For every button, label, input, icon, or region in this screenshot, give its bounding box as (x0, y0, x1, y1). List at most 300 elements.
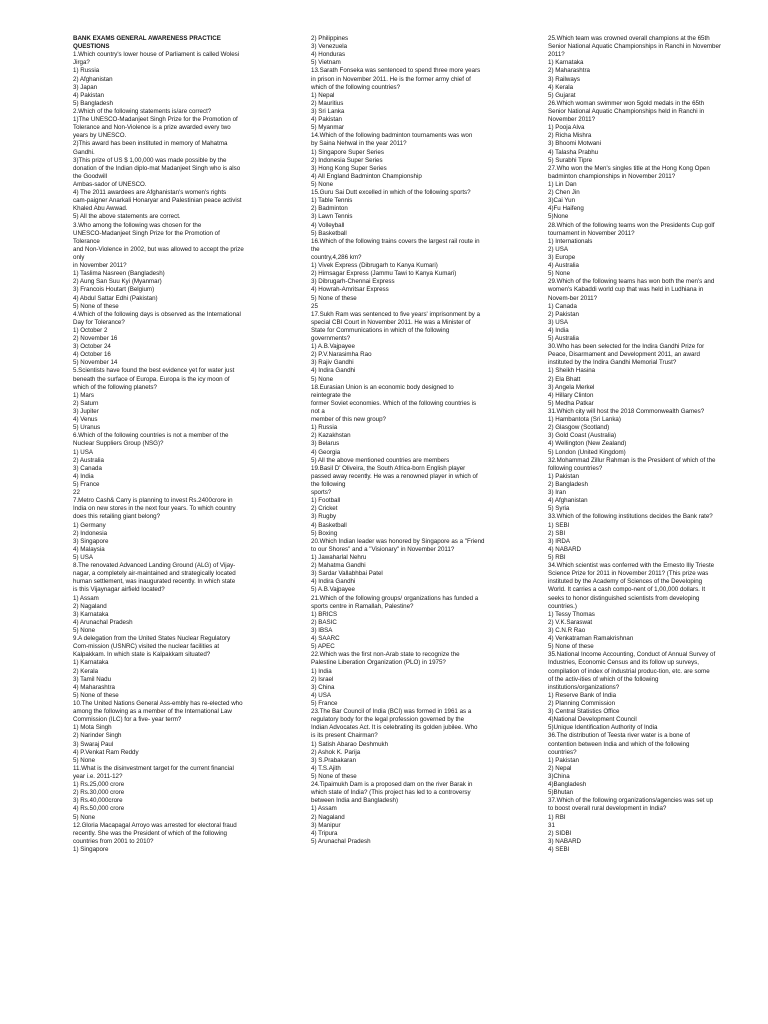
text-line: 3) NABARD (548, 837, 582, 845)
text-line: 5) France (73, 481, 100, 489)
text-line: 5) RBI (548, 554, 566, 561)
text-line: 3) USA (548, 318, 568, 326)
text-line: instituted by the Indira Gandhi Memorial Trust? (548, 359, 677, 367)
text-line: and Non-Violence in 2002, but was allowed to accept the prize (73, 245, 244, 253)
text-line: Tolerance and Non-Violence is a prize awarded every two (73, 124, 231, 132)
text-line: 17.Sukh Ram was sentenced to five years' imprisonment by a (311, 310, 481, 318)
text-line: 4) Pakistan (311, 116, 342, 124)
text-line: 2) Nepal (548, 764, 572, 772)
text-line: the following (311, 481, 346, 489)
text-line: 4) Basketball (311, 521, 347, 529)
text-line: cam-paigner Anarkali Honaryar and Palestinian peace activist (73, 197, 242, 205)
text-line: 3) Canada (73, 464, 102, 472)
text-line: 1) Vivek Express (Dibrugarh to Kanya Kumari) (311, 262, 438, 270)
text-line: 1) Taslima Nasreen (Bangladesh) (73, 270, 165, 278)
text-line: to boost overall rural development in India? (548, 805, 667, 813)
text-line: 13.Sarath Fonseka was sentenced to spend three more years (311, 67, 481, 75)
text-line: 2) Israel (311, 675, 334, 683)
text-line: 20.Which Indian leader was honored by Singapore as a "Friend (311, 537, 485, 545)
text-line: 1) Nepal (311, 91, 335, 99)
text-line: member of this new group? (311, 416, 386, 424)
text-line: 3) Sardar Vallabhbai Patel (311, 570, 383, 578)
text-line: 4) P.Venkat Ram Reddy (73, 748, 139, 756)
text-line: 4) Wellington (New Zealand) (548, 440, 627, 448)
text-line: 1) Pooja Alva (548, 124, 585, 132)
text-line: 15.Guru Sai Dutt excelled in which of the following sports? (311, 189, 471, 197)
text-column-2 (311, 35, 539, 846)
text-line: 5) A.B.Vajpayee (311, 586, 355, 594)
text-line: 35.National Income Accounting, Conduct of Annual Survey of (548, 651, 716, 659)
text-line: 2) Australia (73, 456, 104, 464)
text-line: by Saina Nehwal in the year 2011? (311, 140, 407, 148)
text-line: Com-mission (USNRC) visited the nuclear facilities at (73, 643, 220, 651)
text-line: 4) Howrah-Amritsar Express (311, 286, 389, 294)
text-line: 4) Maharashtra (73, 683, 115, 691)
text-line: 2) Glasgow (Scotland) (548, 424, 610, 432)
text-line: 2) November 16 (73, 335, 118, 343)
text-line: 2) Badminton (311, 205, 348, 213)
text-line: 5) Bangladesh (73, 99, 113, 107)
text-line: Kalpakkam. In which state is Kalpakkam situated? (73, 651, 211, 659)
text-line: countries? (548, 748, 577, 756)
text-line: 4) Talasha Prabhu (548, 148, 599, 156)
text-line: 3) S.Prabakaran (311, 756, 357, 764)
text-line: 2011? (548, 51, 565, 59)
text-line: recently. She was the President of which of the following (73, 829, 227, 837)
text-line: 3) Francois Houtart (Belgium) (73, 286, 155, 294)
text-line: does this retailing giant belong? (73, 513, 161, 521)
text-line: 4) All England Badminton Championship (311, 172, 422, 180)
text-line: 2) Cricket (311, 505, 338, 513)
text-line: governments? (311, 335, 351, 343)
text-line: 26.Which woman swimmer won 5gold medals in the 65th (548, 99, 705, 107)
text-line: 5) Uranus (73, 424, 101, 432)
text-line: 5)Unique Identification Authority of India (548, 724, 658, 732)
text-line: country,4,286 km? (311, 253, 362, 261)
text-line: 1) Russia (311, 424, 338, 432)
text-line: 3) IRDA (548, 537, 571, 545)
text-line: 1) Tessy Thomas (548, 610, 595, 618)
text-line: 4) Venus (73, 416, 98, 424)
text-line: 3) Swaraj Paul (73, 740, 114, 748)
text-line: Novem-ber 2011? (548, 294, 598, 302)
text-line: 1) Table Tennis (311, 197, 353, 205)
text-line: 3) Iran (548, 489, 566, 497)
text-line: Palestine Liberation Organization (PLO) in 1975? (311, 659, 446, 667)
text-line: 5) Basketball (311, 229, 347, 237)
text-line: 1) BRICS (311, 610, 338, 618)
text-line: 1) Karnataka (548, 59, 584, 67)
text-line: 4) Hillary Clinton (548, 391, 594, 399)
text-line: 3)Cai Yun (548, 197, 576, 205)
text-line: 10.The United Nations General Ass-embly has re-elected who (73, 699, 243, 707)
text-line: 1) Karnataka (73, 659, 109, 667)
text-line: 3) Angela Merkel (548, 383, 595, 391)
text-line: 1) Lin Dan (548, 180, 577, 188)
text-line: Peace, Disarmament and Development 2011, an award (548, 351, 700, 359)
text-line: year i.e. 2011-12? (73, 772, 123, 780)
text-line: 5) None (73, 626, 96, 634)
text-line: 2) Maharashtra (548, 67, 590, 75)
text-line: 5)None (548, 213, 569, 221)
text-line: 2) Himsagar Express (Jammu Tawi to Kanya Kumari) (311, 270, 457, 278)
text-line: 4) October 16 (73, 351, 111, 359)
text-line: 2) Nagaland (311, 813, 345, 821)
text-line: 4) Abdul Sattar Edhi (Pakistan) (73, 294, 158, 302)
text-line: Jirga? (73, 59, 90, 67)
text-line: 1) A.B.Vajpayee (311, 343, 355, 351)
text-line: 4) T.S.Ajith (311, 764, 341, 772)
text-line: World. It carries a cash compo-nent of 1,00,000 dollars. It (548, 586, 706, 594)
text-line: 2) SBI (548, 529, 566, 537)
text-line: 3) Tamil Nadu (73, 675, 112, 683)
text-line: tournament in November 2011? (548, 229, 635, 237)
text-line: 5) All the above mentioned countries are members (311, 456, 450, 464)
text-line: 3) Manipur (311, 821, 341, 829)
text-line: former Soviet economies. Which of the following countries is (311, 399, 477, 407)
text-line: 2) Bangladesh (548, 481, 588, 489)
text-line: 3.Who among the following was chosen for the (73, 221, 202, 229)
text-line: Senior National Aquatic Championships held in Ranchi in (548, 107, 705, 115)
text-line: 1)The UNESCO-Madanjeet Singh Prize for the Promotion of (73, 116, 238, 124)
text-line: 2) Chen Jin (548, 189, 580, 197)
text-line: 7.Metro Cash& Carry is planning to invest Rs.2400crore in (73, 497, 233, 505)
text-line: beneath the surface of Europa. Europa is the icy moon of (73, 375, 230, 383)
text-line: Day for Tolerance? (73, 318, 125, 326)
text-line: 3) Central Statistics Office (548, 708, 620, 716)
text-line: 1) Assam (73, 594, 99, 602)
text-line: 1) Russia (73, 67, 100, 75)
text-line: 1) Singapore Super Series (311, 148, 384, 156)
text-line: Nuclear Suppliers Group (NSG)? (73, 440, 164, 448)
text-line: 5) Medha Patkar (548, 399, 594, 407)
text-line: 2) Mahatma Gandhi (311, 562, 366, 570)
text-line: 31.Which city will host the 2018 Commonwealth Games? (548, 408, 705, 416)
text-line: years by UNESCO. (73, 132, 127, 140)
text-line: between India and Bangladesh) (311, 797, 399, 805)
text-line: passed away recently. He was a renowned player in which of (311, 472, 478, 480)
text-line: November 2011? (548, 116, 596, 124)
text-line: 5) None (73, 756, 96, 764)
text-line: 4) India (73, 472, 94, 480)
text-line: 2) V.K.Saraswat (548, 618, 593, 626)
text-line: 2) Narinder Singh (73, 732, 122, 740)
text-line: 1) USA (73, 448, 93, 456)
text-line: donation of the Indian diplo-mat Madanjeet Singh who is also (73, 164, 241, 172)
text-line: reintegrate the (311, 391, 351, 399)
text-line: 1) Satish Abarao Deshmukh (311, 740, 389, 748)
text-line: 4) Afghanistan (548, 497, 588, 505)
text-line: 4) Venkatraman Ramakrishnan (548, 635, 634, 643)
text-line: 3) Jupiter (73, 408, 99, 416)
text-column-3 (548, 35, 760, 854)
text-line: Indian Advocates Act. It is celebrating its golden jubilee. Who (311, 724, 478, 732)
text-line: the (311, 245, 320, 253)
text-line: Industries, Economic Census and its follow up surveys, (548, 659, 699, 667)
text-line: 1) Singapore (73, 845, 109, 853)
text-line: 22.Which was the first non-Arab state to recognize the (311, 651, 460, 659)
text-line: 4)Fu Haifeng (548, 205, 584, 213)
text-line: 5) All the above statements are correct. (73, 213, 181, 221)
text-line: 1) India (311, 667, 332, 675)
text-line: countries from 2001 to 2010? (73, 837, 154, 845)
text-line: 1) Mars (73, 391, 94, 399)
text-line: women's Kabaddi world cup that was held in Ludhiana in (548, 286, 704, 294)
text-line: 4) Australia (548, 262, 579, 270)
text-line: 2) Ela Bhatt (548, 375, 581, 383)
text-line: 3)This prize of US $ 1,00,000 was made possible by the (73, 156, 227, 164)
text-line: 2) Indonesia Super Series (311, 156, 383, 164)
text-line: 4) SAARC (311, 635, 340, 643)
text-line: in prison in November 2011. He is the former army chief of (311, 75, 471, 83)
text-line: 3) Sri Lanka (311, 107, 345, 115)
text-line: seeks to honor distinguished scientists from developing (548, 594, 700, 602)
text-line: 5)Bhutan (548, 789, 574, 797)
text-line: among the following as a member of the International Law (73, 708, 232, 716)
text-line: 1) Football (311, 497, 341, 505)
text-line: 2) Afghanistan (73, 75, 113, 83)
text-line: sports centre in Ramallah, Palestine? (311, 602, 414, 610)
text-line: 9.A delegation from the United States Nuclear Regulatory (73, 635, 231, 643)
text-line: 3) Rugby (311, 513, 337, 521)
text-line: of the activ-ities of which of the following (548, 675, 659, 683)
text-line: 5) London (United Kingdom) (548, 448, 626, 456)
text-line: 5) None of these (73, 691, 119, 699)
text-line: 3) Rajiv Gandhi (311, 359, 354, 367)
text-line: 36.The distribution of Teesta river water is a bone of (548, 732, 690, 740)
text-line: UNESCO-Madanjeet Singh Prize for the Promotion of (73, 229, 220, 237)
text-line: 32.Mohammad Zillur Rahman is the President of which of the (548, 456, 716, 464)
text-line: 18.Eurasian Union is an economic body designed to (311, 383, 454, 391)
text-line: 3) Hong Kong Super Series (311, 164, 387, 172)
text-line: 3) Japan (73, 83, 98, 91)
text-line: 6.Which of the following countries is not a member of the (73, 432, 229, 440)
text-line: 3) Europe (548, 253, 576, 261)
text-line: 2) Richa Mishra (548, 132, 592, 140)
text-line: 5) None of these (311, 294, 357, 302)
text-line: 24.Tipaimukh Dam is a proposed dam on the river Barak in (311, 781, 473, 789)
text-line: 5) Surabhi Tipre (548, 156, 593, 164)
text-line: 4)National Development Council (548, 716, 637, 724)
text-line: 31 (548, 821, 555, 829)
text-line: India on new stores in the next four years. To which country (73, 505, 236, 513)
text-line: in November 2011? (73, 262, 127, 270)
text-line: Senior National Aquatic Championships in Ranchi in November (548, 43, 721, 51)
text-line: 2) Ashok K. Parija (311, 748, 361, 756)
text-line: 2) BASIC (311, 618, 337, 626)
text-line: which state of India? (This project has led to a controversy (311, 789, 471, 797)
text-line: 4) India (548, 326, 569, 334)
text-line: 3) Gold Coast (Australia) (548, 432, 617, 440)
text-line: 4) Volleyball (311, 221, 345, 229)
text-line: 3) China (311, 683, 335, 691)
text-line: 37.Which of the following organizations/agencies was set up (548, 797, 714, 805)
text-line: 1) October 2 (73, 326, 108, 334)
text-line: 4) Pakistan (73, 91, 104, 99)
text-line: State for Communications in which of the following (311, 326, 450, 334)
text-line: 1) Assam (311, 805, 337, 813)
text-line: 27.Who won the Men's singles title at the Hong Kong Open (548, 164, 710, 172)
text-line: 5) None (311, 375, 334, 383)
text-line: 5) Australia (548, 335, 579, 343)
text-line: 1) Germany (73, 521, 106, 529)
text-column-1 (73, 35, 301, 854)
text-line: 4) Tripura (311, 829, 338, 837)
text-line: 5) France (311, 699, 338, 707)
text-line: nagar, a completely air-maintained and strategically located (73, 570, 236, 578)
text-line: contention between India and which of the following (548, 740, 690, 748)
text-line: is its present Chairman? (311, 732, 378, 740)
text-line: 3) Lawn Tennis (311, 213, 353, 221)
text-line: 3) C.N.R Rao (548, 626, 586, 634)
text-line: following countries? (548, 464, 603, 472)
text-line: 3) Railways (548, 75, 580, 83)
text-line: 16.Which of the following trains covers the largest rail route in (311, 237, 480, 245)
text-line: not a (311, 408, 325, 416)
text-line: 5) APEC (311, 643, 335, 651)
text-line: Tolerance (73, 237, 100, 245)
text-line: 4) Georgia (311, 448, 341, 456)
page-heading: BANK EXAMS GENERAL AWARENESS PRACTICE (73, 35, 221, 42)
text-line: 4) Kerala (548, 83, 574, 91)
text-line: 5) None (548, 270, 571, 278)
text-line: countries.) (548, 602, 577, 610)
text-line: 5) November 14 (73, 359, 118, 367)
text-line: is this Vijaynagar airfield located? (73, 586, 165, 594)
text-line: 3) Bhoomi Motwani (548, 140, 601, 148)
text-line: 5) None (311, 180, 334, 188)
text-line: to our Shores" and a "Visionary" in November 2011? (311, 545, 455, 553)
text-line: which of the following countries? (311, 83, 401, 91)
text-line: 1) Reserve Bank of India (548, 691, 617, 699)
text-line: 30.Who has been selected for the Indira Gandhi Prize for (548, 343, 705, 351)
text-line: only (73, 253, 85, 261)
text-line: regulatory body for the legal profession governed by the (311, 716, 465, 724)
text-line: 3) Karnataka (73, 610, 109, 618)
text-line: instituted by the Academy of Sciences of the Developing (548, 578, 703, 586)
text-line: 2.Which of the following statements is/are correct? (73, 107, 212, 115)
text-line: 23.The Bar Council of India (BCI) was formed in 1961 as a (311, 708, 472, 716)
text-line: human settlement, was inaugurated recently. In which state (73, 578, 236, 586)
text-line: 22 (73, 489, 80, 497)
text-line: 3) Dibrugarh-Chennai Express (311, 278, 395, 286)
text-line: 4) USA (311, 691, 331, 699)
text-line: 5) Vietnam (311, 59, 341, 67)
text-line: 1) Pakistan (548, 472, 579, 480)
text-line: 14.Which of the following badminton tournaments was won (311, 132, 473, 140)
text-line: 4)Bangladesh (548, 781, 587, 789)
text-line: 29.Which of the following teams has won both the men's and (548, 278, 715, 286)
text-line: 1) Sheikh Hasina (548, 367, 596, 375)
text-line: 25 (311, 302, 318, 310)
text-line: 2) USA (548, 245, 568, 253)
text-line: 1) RBI (548, 813, 566, 821)
text-line: 1.Which country's lower house of Parliament is called Wolesi (73, 51, 240, 59)
text-line: 5) None of these (311, 772, 357, 780)
text-line: special CBI Court in November 2011. He was a Minister of (311, 318, 471, 326)
text-line: Khaled Abu Awwad. (73, 205, 128, 213)
text-line: 4) Honduras (311, 51, 346, 59)
text-line: badminton championships in November 2011? (548, 172, 676, 180)
text-line: 5) None of these (73, 302, 119, 310)
text-line: 1) Mota Singh (73, 724, 112, 732)
text-line: compilation of index of industrial produc-tion, etc. are some (548, 667, 710, 675)
text-line: 1) Internationals (548, 237, 593, 245)
text-line: 4) Arunachal Pradesh (73, 618, 133, 626)
text-line: 4) SEBI (548, 845, 570, 853)
text-line: 2) Philippines (311, 35, 349, 42)
text-line: 5) Myanmar (311, 124, 345, 132)
text-line: 3) IBSA (311, 626, 333, 634)
text-line: 8.The renovated Advanced Landing Ground (ALG) of Vijay- (73, 562, 236, 570)
text-line: 2) Planning Commission (548, 699, 616, 707)
text-line: 2) Kazakhstan (311, 432, 351, 440)
text-line: 4) Malaysia (73, 545, 105, 553)
text-line: 11.What is the disinvestment target for the current financial (73, 764, 234, 772)
text-line: 2) Rs.30,000 crore (73, 789, 125, 797)
text-line: the Goodwill (73, 172, 108, 180)
text-line: 2) SIDBI (548, 829, 572, 837)
text-line: 2)This award has been instituted in memory of Mahatma (73, 140, 228, 148)
text-line: 2) Nagaland (73, 602, 107, 610)
text-line: 1) Pakistan (548, 756, 579, 764)
text-line: 3) Rs.40,000crore (73, 797, 123, 805)
text-line: 2) Saturn (73, 399, 99, 407)
text-line: sports? (311, 489, 332, 497)
text-line: 5) USA (73, 554, 93, 561)
text-line: Ambas-sador of UNESCO. (73, 180, 147, 188)
text-line: Science Prize for 2011 in November 2011? (This prize was (548, 570, 709, 578)
text-line: 4) Indira Gandhi (311, 578, 356, 586)
text-line: 5.Scientists have found the best evidence yet for water just (73, 367, 235, 375)
text-line: 4) Rs.50,000 crore (73, 805, 125, 813)
text-line: 21.Which of the following groups/ organizations has funded a (311, 594, 479, 602)
text-line: 1) Canada (548, 302, 577, 310)
text-line: 2) P.V.Narasimha Rao (311, 351, 372, 359)
text-line: 3)China (548, 772, 570, 780)
page-heading: QUESTIONS (73, 43, 110, 51)
text-line: 5) Syria (548, 505, 570, 513)
text-line: 19.Basil D' Oliveira, the South Africa-born English player (311, 464, 466, 472)
text-line: 4.Which of the following days is observed as the International (73, 310, 241, 318)
text-line: 4) The 2011 awardees are Afghanistan's women's rights (73, 189, 227, 197)
text-line: 1) Rs.25,000 crore (73, 781, 125, 789)
text-line: 2) Kerala (73, 667, 99, 675)
text-line: 1) SEBI (548, 521, 570, 529)
text-line: 5) None of these (548, 643, 594, 651)
text-line: 28.Which of the following teams won the Presidents Cup golf (548, 221, 715, 229)
text-line: 25.Which team was crowned overall champions at the 65th (548, 35, 710, 42)
text-line: 12.Gloria Macapagal Arroyo was arrested for electoral fraud (73, 821, 237, 829)
text-line: 1) Hambantota (Sri Lanka) (548, 416, 621, 424)
text-line: 3) Singapore (73, 537, 109, 545)
text-line: Commission (ILC) for a five- year term? (73, 716, 182, 724)
text-line: 4) NABARD (548, 545, 582, 553)
text-line: 5) Arunachal Pradesh (311, 837, 371, 845)
text-line: 4) Indira Gandhi (311, 367, 356, 375)
text-line: 1) Jawaharlal Nehru (311, 554, 367, 561)
text-line: 3) October 24 (73, 343, 111, 351)
text-line: 2) Indonesia (73, 529, 108, 537)
text-line: Gandhi. (73, 148, 95, 156)
text-line: 2) Pakistan (548, 310, 579, 318)
text-line: 5) None (73, 813, 96, 821)
text-line: which of the following planets? (73, 383, 157, 391)
text-line: institutions/organizations? (548, 683, 620, 691)
text-line: 33.Which of the following institutions decides the Bank rate? (548, 513, 713, 521)
text-line: 3) Belarus (311, 440, 340, 448)
text-line: 2) Mauritius (311, 99, 344, 107)
